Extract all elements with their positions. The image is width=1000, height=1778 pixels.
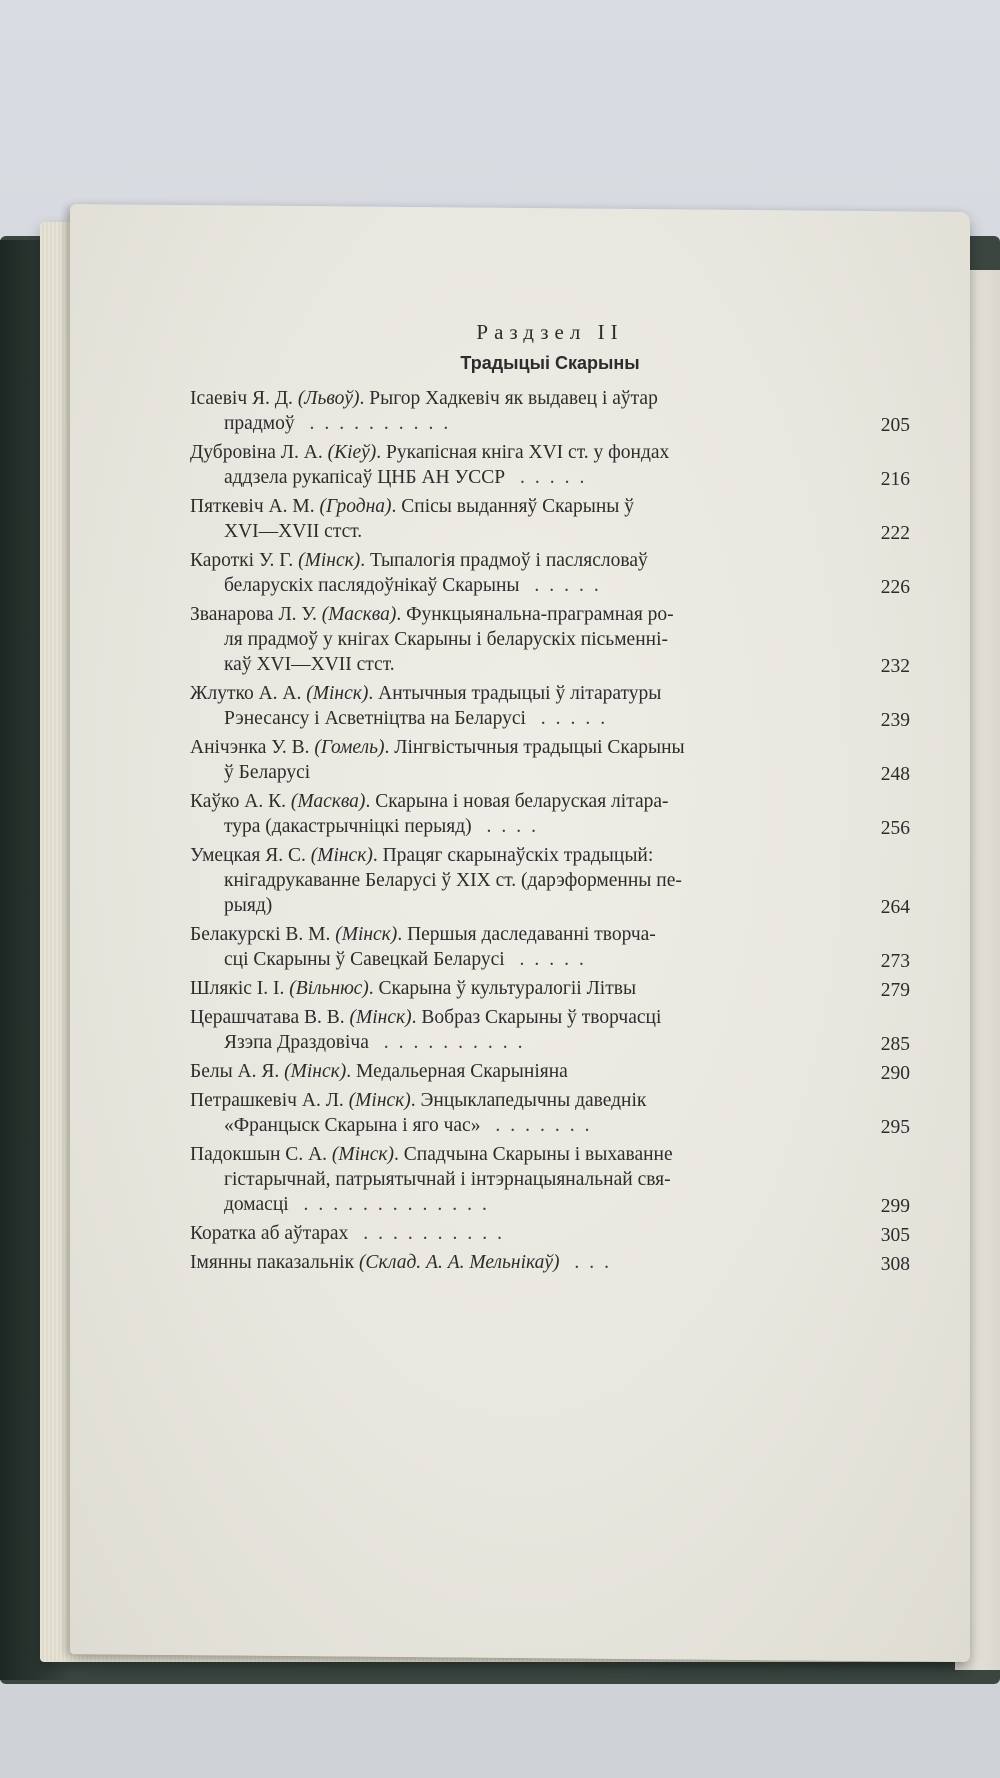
toc-entry — [190, 735, 910, 785]
entry-continuation: Язэпа Драздовіча .......... — [224, 1032, 533, 1053]
entry-author: Белы А. Я. — [190, 1061, 280, 1082]
entry-city: (Масква) — [321, 604, 397, 625]
entry-title: Скарына ў культуралогіі Літвы — [378, 978, 637, 999]
entry-city: (Мінск) — [331, 1144, 395, 1165]
page-number: 308 — [880, 1254, 910, 1275]
entry-author: Белакурскі В. М. — [190, 924, 331, 945]
entry-author: Умецкая Я. С. — [190, 845, 306, 866]
entry-first-line: Кароткі У. Г. (Мінск). Тыпалогія прадмоў і паслясловаў — [190, 550, 648, 571]
entry-author: Падокшын С. А. — [190, 1144, 328, 1165]
toc-entry — [190, 548, 910, 598]
entry-city: (Гомель) — [314, 737, 385, 758]
entry-city: (Мінск) — [298, 550, 361, 571]
page-number: 239 — [880, 710, 910, 731]
toc-entry — [190, 922, 910, 972]
leader-dots: .......... — [294, 413, 459, 434]
entry-first-line: Каўко А. К. (Масква). Скарына і новая беларуская літара- — [190, 791, 669, 812]
entry-author: Пяткевіч А. М. — [190, 496, 315, 517]
entry-first-line: Пяткевіч А. М. (Гродна). Спісы выданняў Скарыны ў — [190, 496, 634, 517]
entry-city: (Львоў) — [297, 388, 360, 409]
entry-city: (Масква) — [290, 791, 366, 812]
toc-entry — [190, 602, 910, 677]
page-number: 295 — [880, 1117, 910, 1138]
leader-dots: ..... — [519, 575, 609, 596]
entry-author: Шлякіс І. І. — [190, 978, 285, 999]
entry-continuation: Рэнесансу і Асветніцтва на Беларусі ..... — [224, 708, 616, 729]
entry-author: Ісаевіч Я. Д. — [190, 388, 293, 409]
entry-title: Антычныя традыцыі ў літаратуры — [378, 683, 662, 704]
page-number: 279 — [880, 980, 910, 1001]
entry-first-line: Ісаевіч Я. Д. (Львоў). Рыгор Хадкевіч як выдавец і аўтар — [190, 388, 658, 409]
toc-entry — [190, 1221, 910, 1246]
page-number: 299 — [880, 1196, 910, 1217]
entry-title: Лінгвістычныя традыцыі Скарыны — [394, 737, 685, 758]
entry-first-line — [190, 1250, 890, 1275]
toc-entry — [190, 976, 910, 1001]
page-number: 232 — [880, 656, 910, 677]
entry-continuation: XVI—XVII стст. — [224, 521, 363, 542]
entry-continuation: ў Беларусі — [224, 762, 311, 783]
entry-title: Тыпалогія прадмоў і паслясловаў — [370, 550, 648, 571]
toc-entries — [190, 386, 910, 1275]
entry-author: Жлутко А. А. — [190, 683, 302, 704]
entry-first-line: Белы А. Я. (Мінск). Медальерная Скарыніяна — [190, 1061, 568, 1082]
page-number: 205 — [880, 415, 910, 436]
entry-city: (Склад. А. А. Мельнікаў) — [358, 1252, 560, 1273]
entry-first-line: Падокшын С. А. (Мінск). Спадчына Скарыны і выхаванне — [190, 1144, 673, 1165]
entry-title: Спісы выданняў Скарыны ў — [401, 496, 634, 517]
entry-continuation: кнігадрукаванне Беларусі ў XIX ст. (дарэформенны пе- — [224, 870, 682, 891]
entry-first-line: Белакурскі В. М. (Мінск). Першыя даследаванні творча- — [190, 924, 656, 945]
entry-first-line — [190, 1221, 890, 1246]
entry-continuation: беларускіх паслядоўнікаў Скарыны ..... — [224, 575, 609, 596]
toc-entry — [190, 843, 910, 918]
entry-first-line: Церашчатава В. В. (Мінск). Вобраз Скарыны ў творчасці — [190, 1007, 662, 1028]
leader-dots: ....... — [480, 1115, 600, 1136]
entry-city: (Мінск) — [348, 1090, 411, 1111]
entry-author: Званарова Л. У. — [190, 604, 317, 625]
toc-entry — [190, 1005, 910, 1055]
toc-entry — [190, 1142, 910, 1217]
entry-continuation: сці Скарыны ў Савецкай Беларусі ..... — [224, 949, 594, 970]
leader-dots: ..... — [525, 708, 616, 729]
entry-city: (Мінск) — [349, 1007, 412, 1028]
entry-continuation: каў XVI—XVII стст. — [224, 654, 395, 675]
entry-author: Дубровіна Л. А. — [190, 442, 323, 463]
page-number: 290 — [880, 1063, 910, 1084]
leader-dots: .......... — [348, 1223, 512, 1244]
entry-continuation: домасці ............. — [224, 1194, 497, 1215]
page-number: 226 — [880, 577, 910, 598]
entry-title: Спадчына Скарыны і выхаванне — [403, 1144, 673, 1165]
entry-author: Каўко А. К. — [190, 791, 286, 812]
entry-city: (Мінск) — [310, 845, 373, 866]
entry-continuation: гістарычнай, патрыятычнай і інтэрнацыянальнай свя- — [224, 1169, 671, 1190]
toc-entry — [190, 1088, 910, 1138]
table-of-contents — [190, 320, 910, 1279]
leader-dots: .......... — [368, 1032, 533, 1053]
section-title: Традыцыі Скарыны — [460, 353, 640, 373]
entry-city: (Мінск) — [335, 924, 398, 945]
entry-first-line: Званарова Л. У. (Масква). Функцыянальна-праграмная ро- — [190, 604, 674, 625]
toc-entry — [190, 440, 910, 490]
entry-title: Скарына і новая беларуская літара- — [375, 791, 669, 812]
entry-city: (Кіеў) — [327, 442, 377, 463]
entry-title: Медальерная Скарыніяна — [356, 1061, 568, 1082]
page-number: 248 — [880, 764, 910, 785]
entry-first-line: Дубровіна Л. А. (Кіеў). Рукапісная кніга XVI ст. у фондах — [190, 442, 670, 463]
entry-continuation: тура (дакастрычніцкі перыяд) .... — [224, 816, 547, 837]
entry-title: Першыя даследаванні творча- — [407, 924, 656, 945]
leader-dots: .... — [471, 816, 547, 837]
entry-continuation: аддзела рукапісаў ЦНБ АН УССР ..... — [224, 467, 595, 488]
entry-continuation: ля прадмоў у кнігах Скарыны і беларускіх пісьменні- — [224, 629, 668, 650]
entry-title: Працяг скарынаўскіх традыцый: — [382, 845, 654, 866]
entry-author: Кароткі У. Г. — [190, 550, 294, 571]
entry-continuation: рыяд) — [224, 895, 273, 916]
toc-entry — [190, 386, 910, 436]
entry-city: (Гродна) — [319, 496, 392, 517]
entry-city: (Мінск) — [306, 683, 369, 704]
entry-first-line: Петрашкевіч А. Л. (Мінск). Энцыклапедычны даведнік — [190, 1090, 647, 1111]
section-label: Раздзел II — [476, 320, 624, 344]
entry-title: Энцыклапедычны даведнік — [420, 1090, 647, 1111]
entry-author: Церашчатава В. В. — [190, 1007, 345, 1028]
entry-title: Вобраз Скарыны ў творчасці — [421, 1007, 662, 1028]
entry-continuation: «Францыск Скарына і яго час» ....... — [224, 1115, 600, 1136]
entry-city: (Вільнюс) — [289, 978, 369, 999]
page-number: 305 — [880, 1225, 910, 1246]
entry-first-line: Жлутко А. А. (Мінск). Антычныя традыцыі ў літаратуры — [190, 683, 662, 704]
entry-author: Анічэнка У. В. — [190, 737, 310, 758]
page-number: 256 — [880, 818, 910, 839]
leader-dots: ..... — [504, 949, 594, 970]
entry-first-line: Шлякіс І. І. (Вільнюс). Скарына ў культуралогіі Літвы — [190, 978, 637, 999]
entry-author: Імянны паказальнік — [190, 1252, 355, 1273]
toc-entry — [190, 1250, 910, 1275]
toc-entry — [190, 681, 910, 731]
page-number: 264 — [880, 897, 910, 918]
toc-entry — [190, 789, 910, 839]
entry-title: Рукапісная кніга XVI ст. у фондах — [386, 442, 670, 463]
entry-title: Рыгор Хадкевіч як выдавец і аўтар — [369, 388, 658, 409]
leader-dots: ... — [559, 1252, 620, 1273]
leader-dots: ............. — [288, 1194, 497, 1215]
entry-author: Петрашкевіч А. Л. — [190, 1090, 344, 1111]
entry-city: (Мінск) — [284, 1061, 347, 1082]
entry-first-line: Анічэнка У. В. (Гомель). Лінгвістычныя традыцыі Скарыны — [190, 737, 685, 758]
leader-dots: ..... — [505, 467, 595, 488]
page-number: 222 — [880, 523, 910, 544]
entry-title: Функцыянальна-праграмная ро- — [406, 604, 674, 625]
entry-first-line: Умецкая Я. С. (Мінск). Працяг скарынаўскіх традыцый: — [190, 845, 654, 866]
page-number: 273 — [880, 951, 910, 972]
page-number: 216 — [880, 469, 910, 490]
entry-author: Коратка аб аўтарах — [190, 1223, 349, 1244]
toc-entry — [190, 494, 910, 544]
entry-continuation: прадмоў .......... — [224, 413, 459, 434]
page-number: 285 — [880, 1034, 910, 1055]
toc-entry — [190, 1059, 910, 1084]
